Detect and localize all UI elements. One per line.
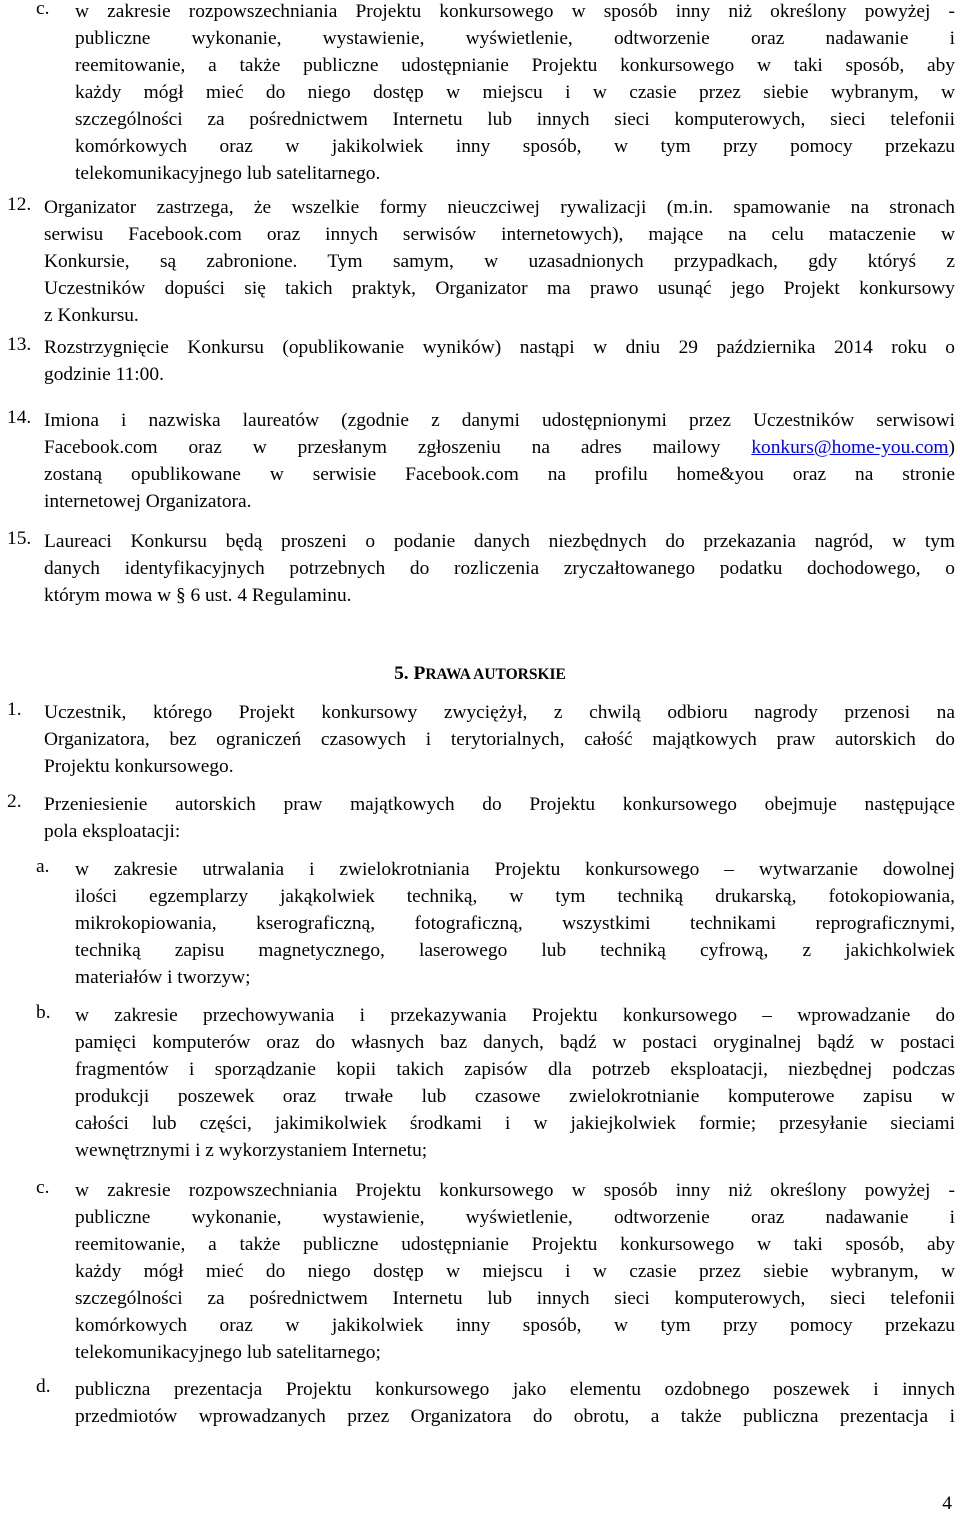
- list-marker: 2.: [7, 791, 22, 812]
- list-item-15: [7, 528, 955, 609]
- text-line: w zakresie rozpowszechniania Projektu konkursowego w sposób inny niż określony powyżej -: [75, 1180, 955, 1201]
- text-line: Uczestników dopuści się takich praktyk, Organizator ma prawo usunąć jego Projekt konkursowy: [44, 278, 955, 299]
- list-item-c-top: [36, 0, 955, 187]
- section-title-initial: P: [413, 663, 426, 684]
- text-line: pola eksploatacji:: [44, 821, 181, 842]
- text-line: całości lub części, jakimikolwiek środkami i w jakiejkolwiek formie; przesyłanie sieciami: [75, 1113, 955, 1134]
- text-fragment: Facebook.com oraz w przesłanym zgłoszeniu na adres mailowy: [44, 437, 752, 458]
- text-line: [44, 434, 955, 461]
- text-line: przedmiotów wprowadzanych przez Organizatora do obrotu, a także publiczna prezentacja i: [75, 1406, 955, 1427]
- text-line: którym mowa w § 6 ust. 4 Regulaminu.: [44, 585, 352, 606]
- section-item-2: [7, 791, 955, 845]
- text-line: każdy mógł mieć do niego dostęp w miejscu i w czasie przez siebie wybranym, w: [75, 82, 955, 103]
- list-marker: d.: [36, 1376, 51, 1397]
- text-line: Rozstrzygnięcie Konkursu (opublikowanie wyników) nastąpi w dniu 29 października 2014 roku o: [44, 337, 955, 358]
- text-line: komórkowych oraz w jakikolwiek inny sposób, w tym przy pomocy przekazu: [75, 1315, 955, 1336]
- list-marker: a.: [36, 856, 50, 877]
- text-line: Imiona i nazwiska laureatów (zgodnie z danymi udostępnionymi przez Uczestników serwisowi: [44, 410, 955, 431]
- text-line: zostaną opublikowane w serwisie Facebook.com na profilu home&you oraz na stronie: [44, 464, 955, 485]
- list-marker: 13.: [7, 334, 32, 355]
- section-title-rest: RAWA AUTORSKIE: [425, 666, 566, 683]
- section-item-c: [36, 1177, 955, 1366]
- text-line: telekomunikacyjnego lub satelitarnego;: [75, 1342, 381, 1363]
- text-line: Organizatora, bez ograniczeń czasowych i terytorialnych, całość majątkowych praw autorskich do: [44, 729, 955, 750]
- text-line: Przeniesienie autorskich praw majątkowych do Projektu konkursowego obejmuje następujące: [44, 794, 955, 815]
- text-line: techniką zapisu magnetycznego, laserowego lub techniką cyfrową, z jakichkolwiek: [75, 940, 955, 961]
- text-line: pamięci komputerów oraz do własnych baz danych, bądź w postaci oryginalnej bądź w postaci: [75, 1032, 955, 1053]
- text-line: publiczne wykonanie, wystawienie, wyświetlenie, odtworzenie oraz nadawanie i: [75, 1207, 955, 1228]
- text-line: telekomunikacyjnego lub satelitarnego.: [75, 163, 381, 184]
- text-line: Laureaci Konkursu będą proszeni o podanie danych niezbędnych do przekazania nagród, w tym: [44, 531, 955, 552]
- text-line: Organizator zastrzega, że wszelkie formy nieuczciwej rywalizacji (m.in. spamowanie na stronach: [44, 197, 955, 218]
- section-item-a: [36, 856, 955, 991]
- text-line: komórkowych oraz w jakikolwiek inny sposób, w tym przy pomocy przekazu: [75, 136, 955, 157]
- list-marker: c.: [36, 0, 50, 19]
- section-number: 5.: [394, 663, 414, 684]
- text-line: materiałów i tworzyw;: [75, 967, 251, 988]
- list-item-12: [7, 194, 955, 329]
- text-line: wewnętrznymi i z wykorzystaniem Internetu;: [75, 1140, 428, 1161]
- text-line: publiczne wykonanie, wystawienie, wyświetlenie, odtworzenie oraz nadawanie i: [75, 28, 955, 49]
- list-item-14: [7, 407, 955, 515]
- text-line: w zakresie utrwalania i zwielokrotniania Projektu konkursowego – wytwarzanie dowolnej: [75, 859, 955, 880]
- text-line: godzinie 11:00.: [44, 364, 164, 385]
- list-marker: 14.: [7, 407, 32, 428]
- text-line: produkcji poszewek oraz trwałe lub czasowe zwielokrotnianie komputerowe zapisu w: [75, 1086, 955, 1107]
- text-line: fragmentów i sporządzanie kopii takich zapisów dla potrzeb eksploatacji, niezbędnej podczas: [75, 1059, 955, 1080]
- text-line: w zakresie rozpowszechniania Projektu konkursowego w sposób inny niż określony powyżej -: [75, 1, 955, 22]
- text-line: Uczestnik, którego Projekt konkursowy zwyciężył, z chwilą odbioru nagrody przenosi na: [44, 702, 955, 723]
- text-line: mikrokopiowania, kserograficzną, fotograficzną, wszystkimi technikami reprograficznymi,: [75, 913, 955, 934]
- text-fragment: ): [948, 437, 955, 458]
- page-number: 4: [942, 1493, 952, 1514]
- text-line: internetowej Organizatora.: [44, 491, 252, 512]
- list-marker: 1.: [7, 699, 22, 720]
- section-item-d: [36, 1376, 955, 1430]
- section-heading: [0, 660, 960, 687]
- list-marker: c.: [36, 1177, 50, 1198]
- text-line: ilości egzemplarzy jakąkolwiek techniką, w tym techniką drukarską, fotokopiowania,: [75, 886, 955, 907]
- section-item-b: [36, 1002, 955, 1164]
- text-line: serwisu Facebook.com oraz innych serwisów internetowych), mające na celu mataczenie w: [44, 224, 955, 245]
- text-line: szczególności za pośrednictwem Internetu lub innych sieci komputerowych, sieci telefonii: [75, 1288, 955, 1309]
- text-line: reemitowanie, a także publiczne udostępnianie Projektu konkursowego w taki sposób, aby: [75, 1234, 955, 1255]
- text-line: reemitowanie, a także publiczne udostępnianie Projektu konkursowego w taki sposób, aby: [75, 55, 955, 76]
- text-line: Konkursie, są zabronione. Tym samym, w uzasadnionych przypadkach, gdy któryś z: [44, 251, 955, 272]
- list-marker: 15.: [7, 528, 32, 549]
- text-line: każdy mógł mieć do niego dostęp w miejscu i w czasie przez siebie wybranym, w: [75, 1261, 955, 1282]
- text-line: publiczna prezentacja Projektu konkursowego jako elementu ozdobnego poszewek i innych: [75, 1379, 955, 1400]
- text-line: z Konkursu.: [44, 305, 139, 326]
- text-line: Projektu konkursowego.: [44, 756, 234, 777]
- list-item-13: [7, 334, 955, 388]
- list-marker: b.: [36, 1002, 51, 1023]
- text-line: w zakresie przechowywania i przekazywania Projektu konkursowego – wprowadzanie do: [75, 1005, 955, 1026]
- text-line: szczególności za pośrednictwem Internetu lub innych sieci komputerowych, sieci telefonii: [75, 109, 955, 130]
- text-line: danych identyfikacyjnych potrzebnych do rozliczenia zryczałtowanego podatku dochodowego, o: [44, 558, 955, 579]
- section-item-1: [7, 699, 955, 780]
- email-link[interactable]: konkurs@home-you.com: [751, 437, 949, 458]
- list-marker: 12.: [7, 194, 32, 215]
